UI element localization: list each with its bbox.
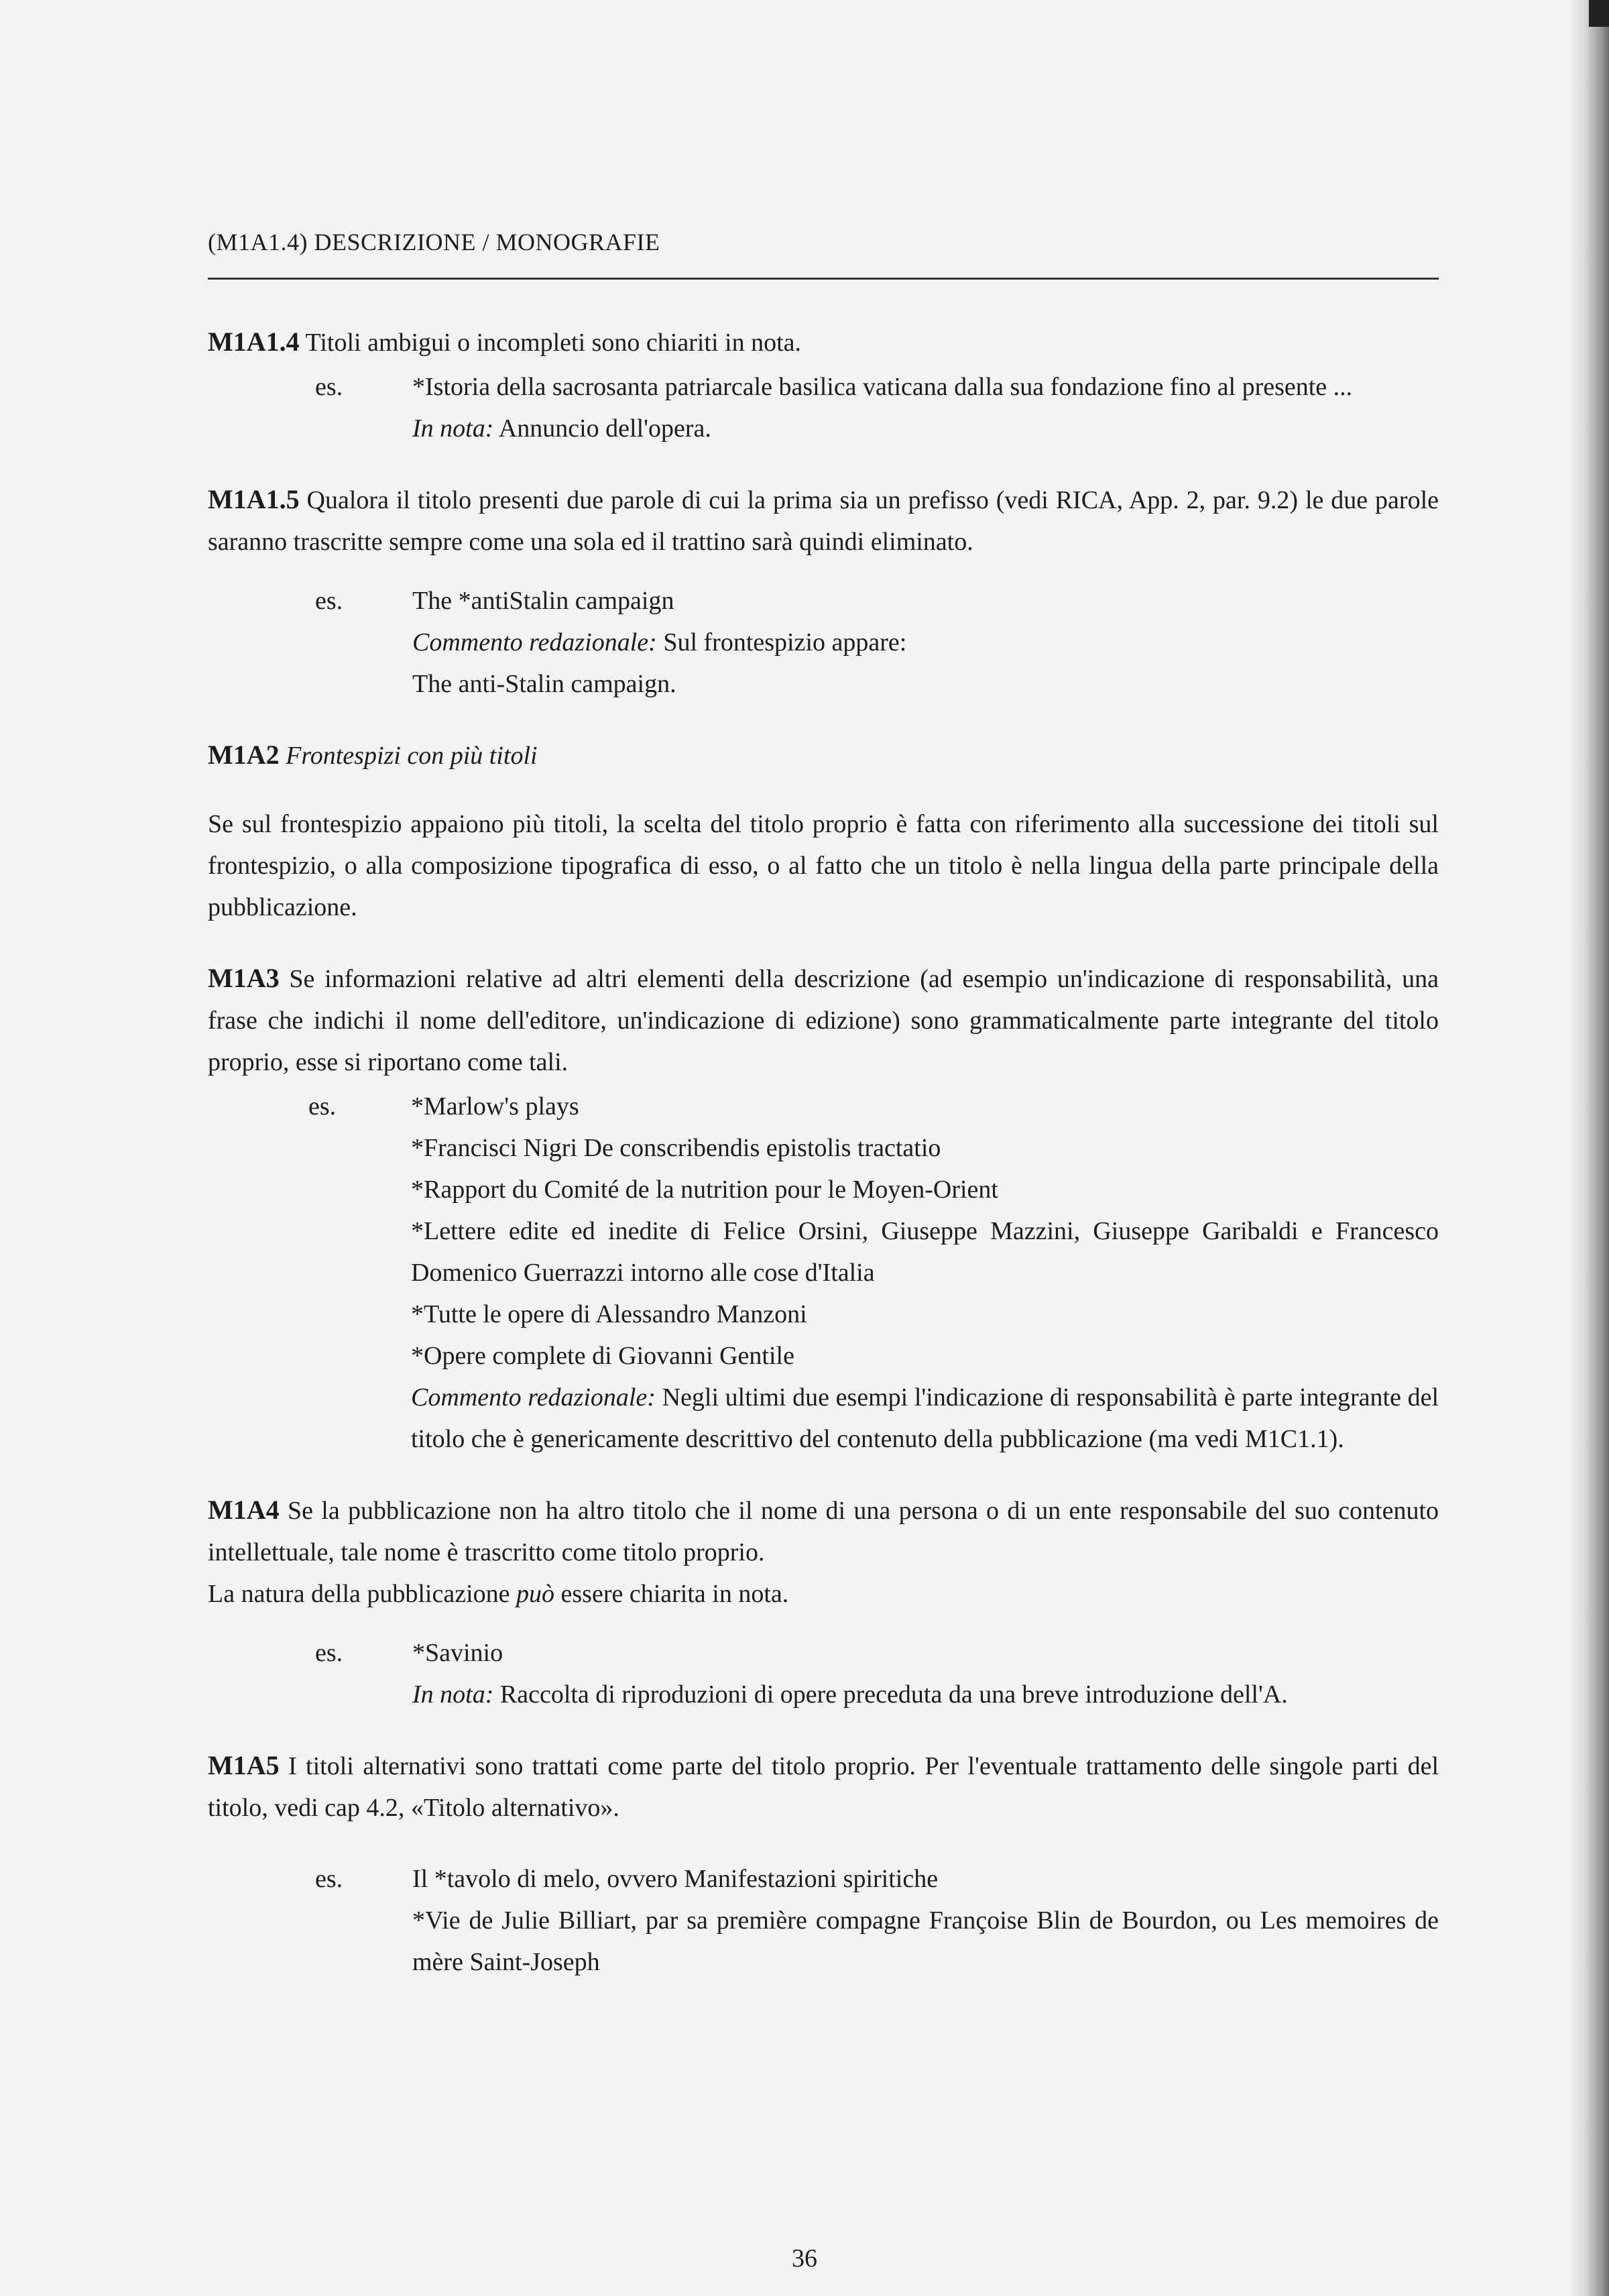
example-block <box>208 580 1439 705</box>
section-code: M1A4 <box>208 1495 280 1525</box>
section-text: Titoli ambigui o incompleti sono chiariti in nota. <box>305 329 802 357</box>
example-item: *Opere complete di Giovanni Gentile <box>411 1342 794 1370</box>
section-m1a3 <box>208 958 1439 1460</box>
example-item: The *antiStalin campaign <box>412 587 674 615</box>
comment-text: Negli ultimi due esempi l'indicazione di responsabilità è parte integrante del titolo che è genericamente descrittivo del contenuto della pubblicazione (ma vedi M1C1.1). <box>411 1383 1439 1453</box>
section-m1a4 <box>208 1489 1439 1715</box>
example-item: The anti-Stalin campaign. <box>412 670 676 698</box>
example-item: *Marlow's plays <box>411 1092 579 1121</box>
note-line <box>412 408 1439 449</box>
section-text: Se la pubblicazione non ha altro titolo che il nome di una persona o di un ente responsabile del suo contenuto intellettuale, tale nome è trascritto come titolo proprio. <box>208 1497 1439 1566</box>
section-code: M1A2 <box>208 740 280 770</box>
example-block <box>208 1858 1439 1983</box>
section-code: M1A5 <box>208 1750 280 1780</box>
note-label: In nota: <box>412 414 494 443</box>
section-m1a1-4 <box>208 321 1439 449</box>
example-label: es. <box>315 1639 343 1667</box>
section-code: M1A1.4 <box>208 327 300 357</box>
example-item: *Lettere edite ed inedite di Felice Orsini, Giuseppe Mazzini, Giuseppe Garibaldi e Francesco Domenico Guerrazzi intorno alle cose d'Italia <box>411 1217 1439 1287</box>
example-label: es. <box>315 373 343 401</box>
text-fragment: La natura della pubblicazione <box>208 1580 517 1608</box>
section-code: M1A3 <box>208 963 280 993</box>
example-block <box>208 1086 1439 1460</box>
section-m1a1-5 <box>208 479 1439 705</box>
text-emphasis: può <box>516 1580 555 1608</box>
example-label: es. <box>315 587 343 615</box>
note-label: In nota: <box>412 1680 494 1709</box>
note-line <box>412 1674 1439 1715</box>
header-rule <box>208 278 1439 280</box>
text-fragment: essere chiarita in nota. <box>554 1580 789 1608</box>
section-title: Frontespizi con più titoli <box>286 742 538 770</box>
example-item: *Istoria della sacrosanta patriarcale basilica vaticana dalla sua fondazione fino al presente ... <box>412 373 1353 401</box>
example-label: es. <box>315 1865 343 1893</box>
note-text: Annuncio dell'opera. <box>498 414 711 443</box>
page-content <box>208 221 1439 2012</box>
example-item: *Francisci Nigri De conscribendis epistolis tractatio <box>411 1134 941 1162</box>
comment-line <box>411 1377 1439 1460</box>
section-text: Se informazioni relative ad altri elementi della descrizione (ad esempio un'indicazione di responsabilità, una frase che indichi il nome dell'editore, un'indicazione di edizione) sono grammaticalmente parte integrante del titolo proprio, esse si riportano come tali. <box>208 965 1439 1076</box>
section-text-2 <box>208 1573 1439 1615</box>
comment-label: Commento redazionale: <box>411 1383 656 1412</box>
section-text: Qualora il titolo presenti due parole di cui la prima sia un prefisso (vedi RICA, App. 2, par. 9.2) le due parole saranno trascritte sempre come una sola ed il trattino sarà quindi eliminato. <box>208 486 1439 556</box>
section-text: Se sul frontespizio appaiono più titoli, la scelta del titolo proprio è fatta con riferimento alla successione dei titoli sul frontespizio, o alla composizione tipografica di esso, o al fatto che un titolo è nella lingua della parte principale della pubblicazione. <box>208 810 1439 921</box>
scan-corner-mark <box>1589 0 1609 27</box>
section-code: M1A1.5 <box>208 484 300 514</box>
section-m1a2 <box>208 734 1439 928</box>
running-head: (M1A1.4) DESCRIZIONE / MONOGRAFIE <box>208 229 660 255</box>
example-label: es. <box>308 1092 337 1121</box>
example-item: *Vie de Julie Billiart, par sa première compagne Françoise Blin de Bourdon, ou Les memoires de mère Saint-Joseph <box>412 1906 1439 1976</box>
example-item: *Savinio <box>412 1639 503 1667</box>
example-item: *Rapport du Comité de la nutrition pour le Moyen-Orient <box>411 1175 998 1204</box>
page-number: 36 <box>792 2244 817 2273</box>
comment-label: Commento redazionale: <box>412 628 657 656</box>
note-text: Raccolta di riproduzioni di opere preceduta da una breve introduzione dell'A. <box>499 1680 1288 1709</box>
example-item: *Tutte le opere di Alessandro Manzoni <box>411 1300 807 1328</box>
example-block <box>208 366 1439 449</box>
section-m1a5 <box>208 1745 1439 1983</box>
example-item: Il *tavolo di melo, ovvero Manifestazioni spiritiche <box>412 1865 939 1893</box>
section-text: I titoli alternativi sono trattati come parte del titolo proprio. Per l'eventuale trattamento delle singole parti del titolo, vedi cap 4.2, «Titolo alternativo». <box>208 1752 1439 1822</box>
comment-text: Sul frontespizio appare: <box>663 628 907 656</box>
comment-line <box>412 622 1439 663</box>
page-edge-shadow <box>1569 0 1609 2296</box>
example-block <box>208 1632 1439 1715</box>
